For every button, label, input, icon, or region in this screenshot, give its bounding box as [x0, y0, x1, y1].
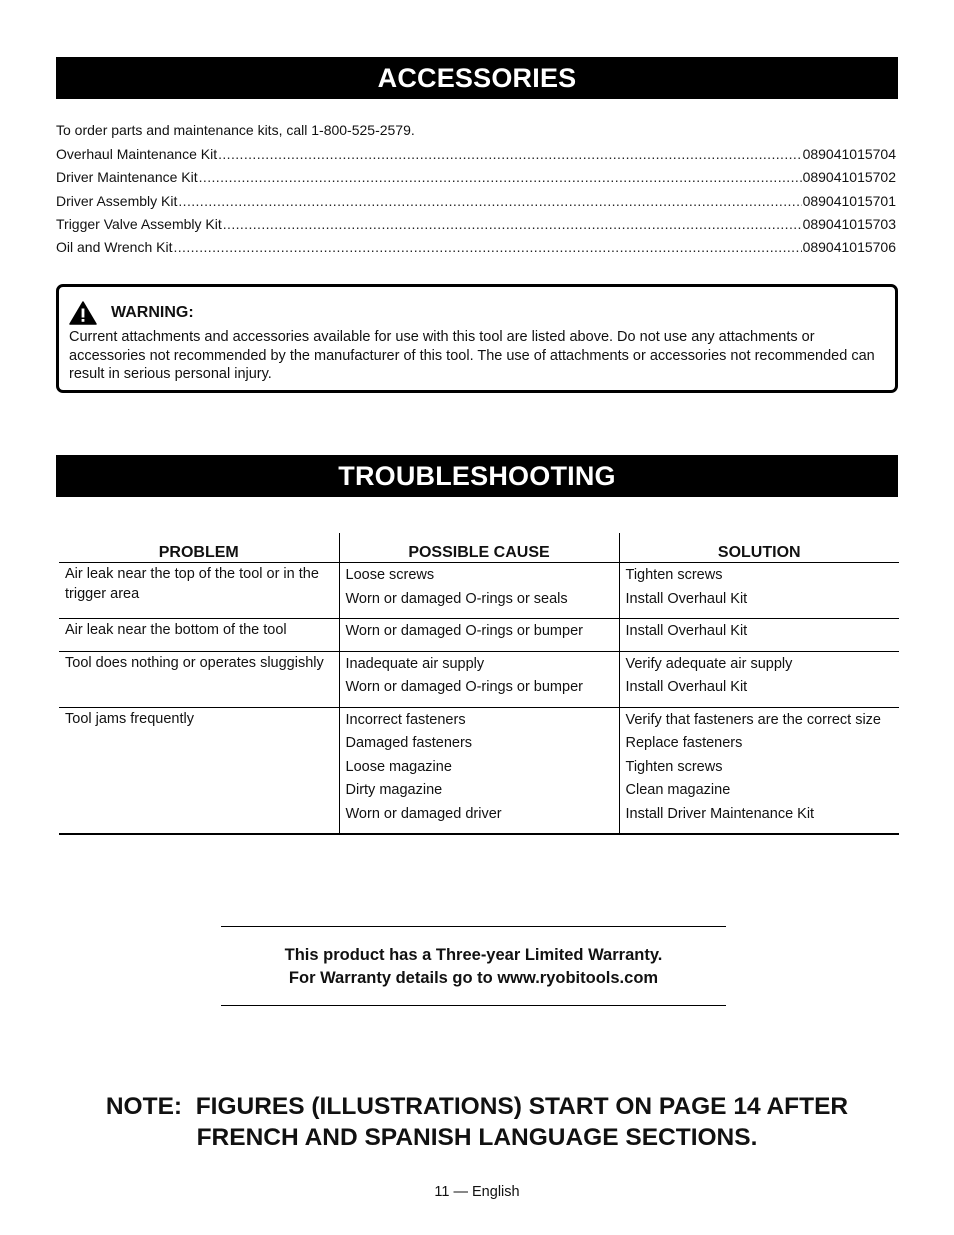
part-row — [56, 193, 896, 216]
dot-leader — [173, 239, 801, 255]
page-footer: 11 — English — [434, 1184, 520, 1200]
problem-cell — [59, 651, 339, 707]
cause-item: Inadequate air supply — [345, 655, 485, 672]
warning-triangle-icon — [69, 301, 97, 325]
part-name: Oil and Wrench Kit — [56, 239, 173, 256]
cause-item: Loose magazine — [345, 758, 452, 775]
problem-cell — [59, 707, 339, 834]
cause-cell — [339, 651, 619, 707]
solution-item: Replace fasteners — [625, 735, 743, 751]
part-row — [56, 146, 896, 169]
problem-cell — [59, 563, 339, 619]
cause-cell — [339, 619, 619, 652]
solution-item: Install Overhaul Kit — [625, 623, 748, 639]
cause-item: Damaged fasteners — [345, 735, 473, 751]
part-name: Overhaul Maintenance Kit — [56, 146, 218, 162]
cause-item: Incorrect fasteners — [345, 711, 466, 728]
table-row — [59, 563, 899, 619]
solution-item: Tighten screws — [625, 758, 723, 775]
warranty-notice — [221, 926, 726, 1006]
solution-item: Install Overhaul Kit — [625, 590, 748, 607]
dot-leader — [223, 216, 802, 232]
header-solution: SOLUTION — [619, 533, 899, 563]
cause-item: Worn or damaged driver — [345, 805, 502, 822]
troubleshooting-table — [59, 533, 899, 835]
solution-cell — [619, 651, 899, 707]
warning-label: WARNING: — [111, 304, 194, 321]
part-number: 089041015701 — [802, 192, 896, 209]
part-number: 089041015703 — [802, 215, 896, 232]
cause-cell — [339, 707, 619, 834]
dot-leader — [178, 193, 801, 209]
solution-item: Clean magazine — [625, 782, 731, 798]
problem-text: Air leak near the bottom of the tool — [65, 622, 287, 638]
note-line-1: NOTE: FIGURES (ILLUSTRATIONS) START ON PAGE 14 AFTER — [105, 1093, 849, 1120]
warning-header — [69, 301, 194, 325]
part-name: Driver Maintenance Kit — [56, 169, 198, 186]
table-row — [59, 619, 899, 652]
cause-item: Dirty magazine — [345, 782, 443, 798]
cause-cell — [339, 563, 619, 619]
header-possible-cause: POSSIBLE CAUSE — [339, 533, 619, 563]
cause-item: Worn or damaged O-rings or seals — [345, 590, 568, 607]
part-name: Driver Assembly Kit — [56, 192, 178, 209]
note-line-2: FRENCH AND SPANISH LANGUAGE SECTIONS. — [196, 1124, 758, 1151]
figures-note — [60, 1091, 894, 1153]
dot-leader — [199, 169, 802, 185]
part-row — [56, 216, 896, 239]
part-row — [56, 239, 896, 262]
solution-item: Tighten screws — [625, 567, 723, 583]
parts-list — [56, 146, 896, 262]
header-problem: PROBLEM — [59, 533, 339, 563]
solution-item: Verify that fasteners are the correct size — [625, 711, 881, 728]
order-parts-intro: To order parts and maintenance kits, call 1-800-525-2579. — [56, 122, 415, 138]
problem-text: Air leak near the top of the tool or in the trigger area — [65, 566, 319, 602]
problem-cell — [59, 619, 339, 652]
solution-cell — [619, 707, 899, 834]
solution-cell — [619, 563, 899, 619]
part-row — [56, 169, 896, 192]
part-number: 089041015706 — [802, 239, 896, 256]
solution-item: Install Driver Maintenance Kit — [625, 805, 815, 822]
troubleshooting-heading: TROUBLESHOOTING — [56, 455, 898, 497]
accessories-heading: ACCESSORIES — [56, 57, 898, 99]
problem-text: Tool does nothing or operates sluggishly — [65, 654, 324, 671]
cause-item: Worn or damaged O-rings or bumper — [345, 679, 583, 695]
warranty-line-1: This product has a Three-year Limited Warranty. — [284, 946, 663, 964]
solution-item: Install Overhaul Kit — [625, 679, 748, 695]
part-name: Trigger Valve Assembly Kit — [56, 215, 222, 232]
problem-text: Tool jams frequently — [65, 710, 194, 727]
cause-item: Loose screws — [345, 567, 435, 583]
dot-leader — [218, 146, 801, 162]
solution-item: Verify adequate air supply — [625, 655, 793, 672]
cause-item: Worn or damaged O-rings or bumper — [345, 623, 583, 639]
part-number: 089041015702 — [802, 169, 896, 186]
solution-cell — [619, 619, 899, 652]
table-row — [59, 651, 899, 707]
warranty-line-2: For Warranty details go to www.ryobitools.com — [288, 968, 659, 987]
part-number: 089041015704 — [802, 146, 896, 162]
warning-text: Current attachments and accessories available for use with this tool are listed above. Do not use any attachments or accessories not recommended by the manufacturer of this tool. The use of attachments or accessories not recommended can result in serious personal injury. — [69, 329, 875, 382]
warning-box — [56, 284, 898, 393]
table-row — [59, 707, 899, 834]
